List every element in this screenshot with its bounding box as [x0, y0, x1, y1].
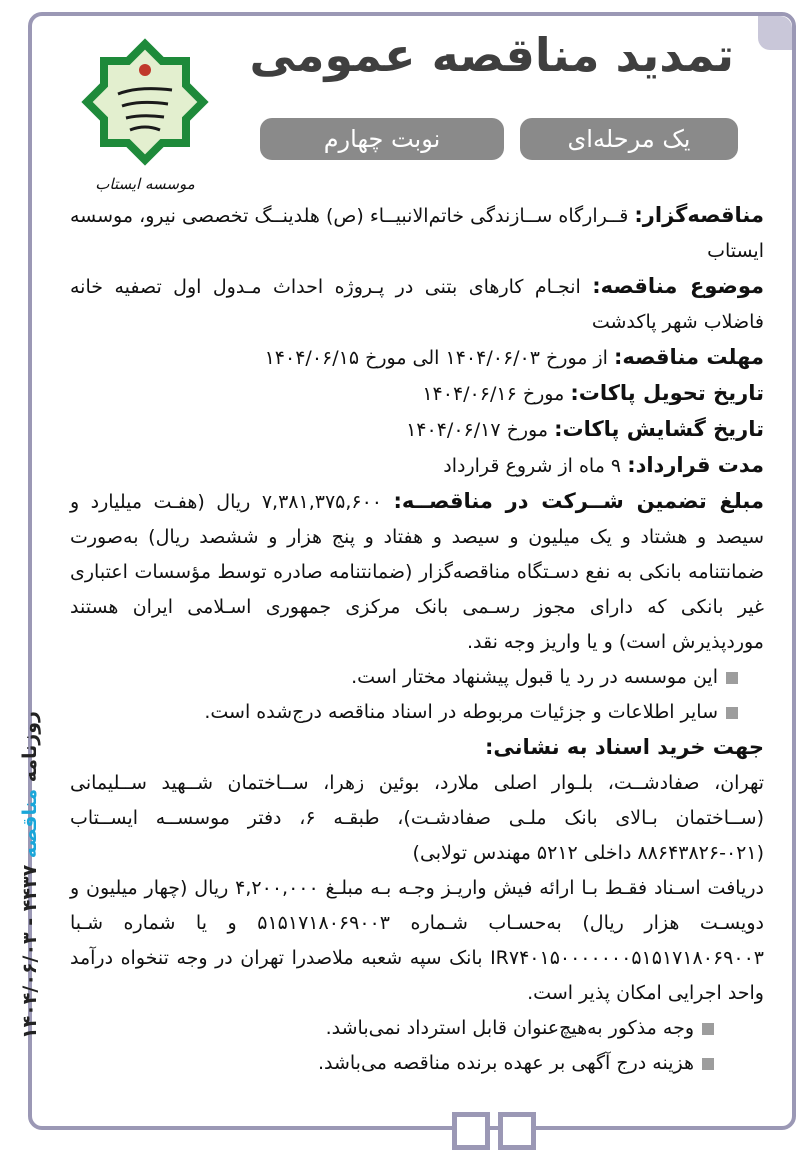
stage-badge: یک مرحله‌ای — [520, 118, 738, 160]
footer-ornament — [452, 1112, 542, 1148]
address-text: تهران، صفادشــت، بلـوار اصلی ملارد، بوئین زهرا، ســاختمان شــهید ســلیمانی (ســاختمان بـالای بانک ملـی صفادشـت)، طبقـه ۶، دفتر موسســه ایســتاب (۰۲۱-۸۸۶۴۳۸۲۶ داخلی ۵۲۱۲ مهندس تولابی) — [70, 772, 764, 864]
subject-value: انجـام کارهای بتنی در پـروژه احداث مـدول اول تصفیه خانه فاضلاب شهر پاکدشت — [70, 276, 764, 333]
square-bullet-icon — [702, 1023, 714, 1035]
opening-value: مورخ ۱۴۰۴/۰۶/۱۷ — [406, 419, 549, 441]
square-ornament-icon — [498, 1112, 536, 1150]
corner-fold — [758, 16, 792, 50]
guarantee-value: ۷,۳۸۱,۳۷۵,۶۰۰ ریال (هفـت میلیارد و سیصد و هشتاد و یک میلیون و سیصد و هفتاد و پنج هزار و ششصد ریال) به‌صورت ضمانتنامه بانکی به نفع دسـتگاه مناقصه‌گزار (ضمانتنامه صادره توسط مؤسسات اعتباری غیر بانکی که دارای مجوز رسـمی بانک مرکزی جمهوری اسـلامی ایران هستند موردپذیرش است) و یا واریز وجه نقد. — [70, 491, 764, 653]
deadline-label: مهلت مناقصه: — [613, 345, 764, 369]
deadline-row — [70, 340, 764, 376]
logo-emblem-icon — [70, 32, 220, 172]
duration-label: مدت قرارداد: — [627, 453, 764, 477]
subject-row — [70, 269, 764, 340]
side-accent: مناقصه — [19, 788, 41, 859]
duration-row — [70, 448, 764, 484]
side-text — [19, 711, 41, 1039]
subject-label: موضوع مناقصه: — [592, 274, 764, 298]
tenderer-label: مناقصه‌گزار: — [634, 203, 765, 227]
purchase-heading-text: جهت خرید اسناد به نشانی: — [484, 735, 764, 759]
guarantee-row — [70, 484, 764, 660]
payment-text: دریافت اسـناد فقـط بـا ارائه فیش واریـز وجـه بـه مبلـغ ۴,۲۰۰,۰۰۰ ریال (چهار میلیون و دویسـت هزار ریال) به‌حسـاب شـماره ۵۱۵۱۷۱۸۰۶۹۰۰۳ و یا شماره شـبا IR۷۴۰۱۵۰۰۰۰۰۰۰۵۱۵۱۷۱۸۰۶۹۰۰۳ بانک سپه شعبه ملاصدرا تهران در وجه تنخواه درآمد واحد اجرایی امکان پذیر است. — [70, 877, 764, 1004]
round-badge: نوبت چهارم — [260, 118, 504, 160]
logo — [70, 32, 220, 192]
logo-caption: موسسه ایستاب — [95, 175, 195, 193]
bullet-text: وجه مذکور به‌هیچ‌عنوان قابل استرداد نمی‌باشد. — [325, 1017, 694, 1039]
square-bullet-icon — [702, 1058, 714, 1070]
tenderer-value: قــرارگاه ســازندگی خاتم‌الانبیــاء (ص) هلدینــگ تخصصی نیرو، موسسه ایستاب — [70, 205, 764, 262]
notice-body — [70, 198, 764, 1081]
bullet-text: این موسسه در رد یا قبول پیشنهاد مختار است. — [351, 666, 718, 688]
side-prefix: روزنامه — [19, 710, 41, 783]
notice-title: تمدید مناقصه عمومی — [249, 28, 734, 82]
bullet-item — [70, 1046, 764, 1081]
bullet-text: هزینه درج آگهی بر عهده برنده مناقصه می‌باشد. — [317, 1052, 694, 1074]
delivery-label: تاریخ تحویل پاکات: — [570, 381, 764, 405]
opening-label: تاریخ گشایش پاکات: — [554, 417, 764, 441]
square-bullet-icon — [726, 672, 738, 684]
tenderer-row — [70, 198, 764, 269]
bullet-item — [70, 1011, 764, 1046]
purchase-heading — [70, 730, 764, 766]
duration-value: ۹ ماه از شروع قرارداد — [443, 455, 622, 477]
deadline-value: از مورخ ۱۴۰۴/۰۶/۰۳ الی مورخ ۱۴۰۴/۰۶/۱۵ — [264, 347, 608, 369]
bullet-text: سایر اطلاعات و جزئیات مربوطه در اسناد مناقصه درج‌شده است. — [204, 701, 718, 723]
newspaper-side-label — [0, 690, 60, 1060]
side-issue: ۴۴۳۷ - ۱۴۰۴/۰۶/۰۳ — [19, 864, 41, 1040]
delivery-value: مورخ ۱۴۰۴/۰۶/۱۶ — [422, 383, 565, 405]
bullet-item — [70, 695, 764, 730]
opening-row — [70, 412, 764, 448]
square-ornament-icon — [452, 1112, 490, 1150]
bullet-item — [70, 660, 764, 695]
square-bullet-icon — [726, 707, 738, 719]
guarantee-label: مبلغ تضمین شــرکت در مناقصــه: — [393, 489, 764, 513]
delivery-row — [70, 376, 764, 412]
